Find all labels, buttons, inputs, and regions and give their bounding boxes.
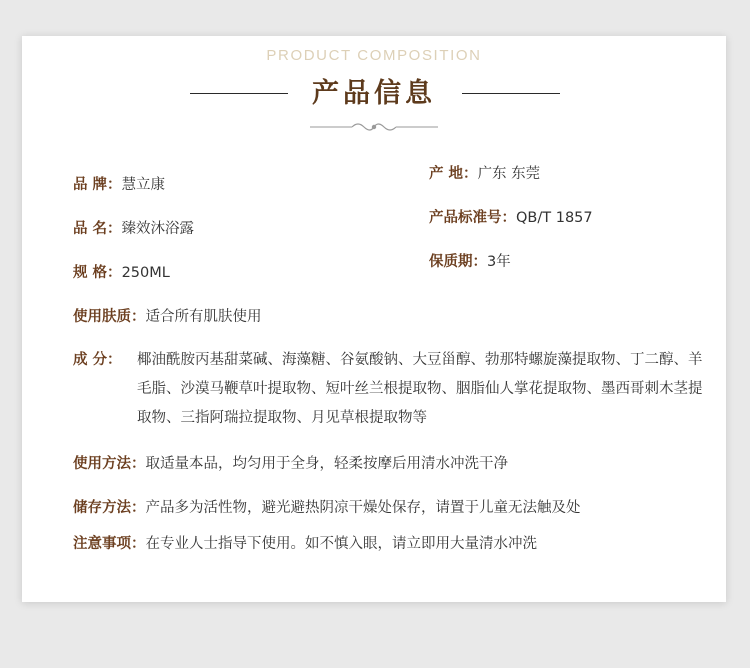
page-title: 产品信息 (312, 78, 436, 109)
name-value: 臻效沐浴露 (121, 221, 195, 237)
brand-label: 品 牌： (73, 177, 122, 193)
brand-value: 慧立康 (121, 177, 166, 193)
skin-type-label: 使用肤质： (73, 309, 146, 325)
storage-value: 产品多为活性物，避光避热阴凉干燥处保存，请置于儿童无法触及处 (145, 500, 581, 516)
field-usage (73, 453, 508, 475)
field-skin-type (73, 306, 262, 328)
origin-value: 广东 东莞 (477, 166, 541, 182)
field-caution (73, 533, 537, 555)
title-row (22, 74, 726, 114)
ingredients-value: 椰油酰胺丙基甜菜碱、海藻糖、谷氨酸钠、大豆甾醇、勃那特螺旋藻提取物、丁二醇、羊毛脂、沙漠马鞭草叶提取物、短叶丝兰根提取物、胭脂仙人掌花提取物、墨西哥刺木茎提取物、三指阿瑞拉提取物、月见草根提取物等 (137, 352, 703, 426)
product-info-card (22, 36, 726, 602)
field-spec (73, 262, 170, 284)
ingredients-label: 成 分： (73, 352, 122, 368)
caution-value: 在专业人士指导下使用。如不慎入眼，请立即用大量清水冲洗 (145, 536, 537, 552)
field-ingredients (73, 346, 713, 433)
usage-value: 取适量本品，均匀用于全身，轻柔按摩后用清水冲洗干净 (145, 456, 508, 472)
usage-label: 使用方法： (73, 456, 146, 472)
storage-label: 储存方法： (73, 500, 146, 516)
skin-type-value: 适合所有肌肤使用 (145, 309, 262, 325)
shelf-life-value: 3年 (487, 254, 511, 270)
field-origin (429, 163, 540, 185)
origin-label: 产 地： (429, 166, 478, 182)
field-standard (429, 207, 593, 229)
spec-label: 规 格： (73, 265, 122, 281)
standard-value: QB/T 1857 (516, 210, 593, 226)
field-brand (73, 174, 165, 196)
field-shelf-life (429, 251, 511, 273)
caution-label: 注意事项： (73, 536, 146, 552)
field-name (73, 218, 194, 240)
standard-label: 产品标准号： (429, 210, 516, 226)
spec-value: 250ML (121, 265, 170, 281)
subtitle-en: PRODUCT COMPOSITION (266, 47, 482, 64)
name-label: 品 名： (73, 221, 122, 237)
shelf-life-label: 保质期： (429, 254, 487, 270)
title-divider-right (462, 93, 560, 94)
field-storage (73, 497, 581, 519)
decorative-flourish-divider-icon (308, 120, 440, 134)
